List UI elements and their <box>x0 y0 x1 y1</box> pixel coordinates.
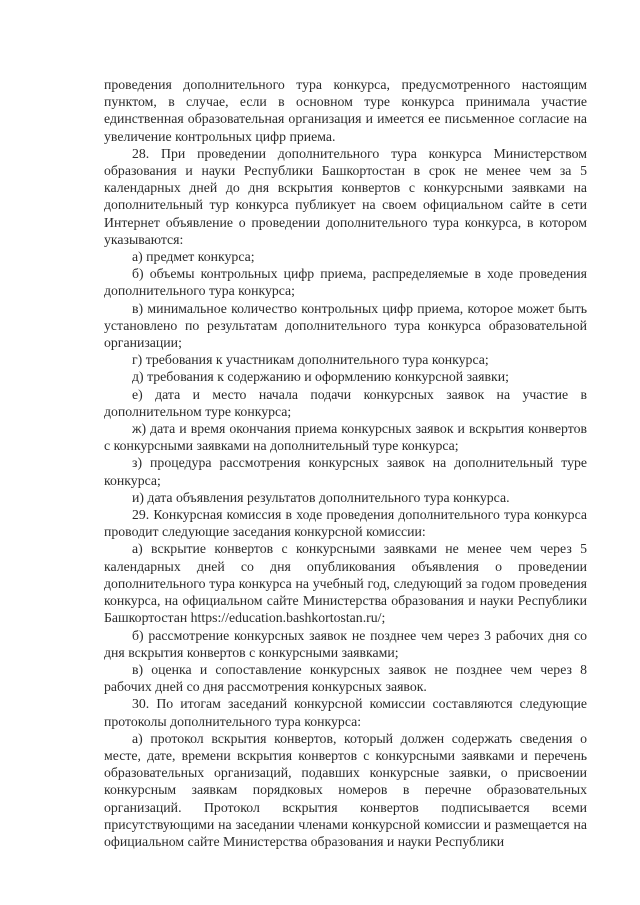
list-item-29-v: в) оценка и сопоставление конкурсных заявок не позднее чем через 8 рабочих дней со дня рассмотрения конкурсных заявок. <box>104 661 587 695</box>
list-item-v: в) минимальное количество контрольных цифр приема, которое может быть установлено по результатам дополнительного тура конкурса образовательной организации; <box>104 300 587 351</box>
list-item-i: и) дата объявления результатов дополнительного тура конкурса. <box>132 489 510 505</box>
list-item-29-a: а) вскрытие конвертов с конкурсными заявками не менее чем через 5 календарных дней со дня опубликования объявления о проведении дополнительного тура конкурса на учебный год, следующий за годом проведения конкурса, на официальном сайте Министерства образования и науки Республики Башкортостан https://education.bashkortostan.ru/; <box>104 541 587 626</box>
list-item-zh: ж) дата и время окончания приема конкурсных заявок и вскрытия конвертов с конкурсными заявками на дополнительный туре конкурса; <box>104 421 587 454</box>
list-item-d: д) требования к содержанию и оформлению конкурсной заявки; <box>132 369 509 385</box>
paragraph-28: 28. При проведении дополнительного тура конкурса Министерством образования и науки Республики Башкортостан в срок не менее чем за 5 календарных дней до дня вскрытия конвертов с конкурсными заявками на дополнительный тур конкурса публикует на своем официальном сайте в сети Интернет объявление о проведении дополнительного тура конкурса, в котором указываются: <box>104 145 587 247</box>
list-item-g: г) требования к участникам дополнительного тура конкурса; <box>132 352 489 368</box>
list-item-a: а) предмет конкурса; <box>132 249 255 265</box>
document-page <box>104 76 587 850</box>
list-item-e: е) дата и место начала подачи конкурсных заявок на участие в дополнительном туре конкурса; <box>104 386 587 419</box>
paragraph-30: 30. По итогам заседаний конкурсной комиссии составляются следующие протоколы дополнительного тура конкурса: <box>104 696 587 729</box>
paragraph-continuation: проведения дополнительного тура конкурса, предусмотренного настоящим пунктом, в случае, если в основном туре конкурса принимала участие единственная образовательная организация и имеется ее письменное согласие на увеличение контрольных цифр приема. <box>104 77 587 144</box>
list-item-30-a: а) протокол вскрытия конвертов, который должен содержать сведения о месте, дате, времени вскрытия конвертов с конкурсными заявками и перечень образовательных организаций, подавших конкурсные заявки, о присвоении конкурсным заявкам порядковых номеров в перечне образовательных организаций. Протокол вскрытия конвертов подписывается всеми присутствующими на заседании членами конкурсной комиссии и размещается на официальном сайте Министерства образования и науки Республики <box>104 730 587 849</box>
paragraph-29: 29. Конкурсная комиссия в ходе проведения дополнительного тура конкурса проводит следующие заседания конкурсной комиссии: <box>104 507 587 540</box>
list-item-b: б) объемы контрольных цифр приема, распределяемые в ходе проведения дополнительного тура конкурса; <box>104 266 587 299</box>
list-item-z: з) процедура рассмотрения конкурсных заявок на дополнительный туре конкурса; <box>104 455 587 488</box>
list-item-29-b: б) рассмотрение конкурсных заявок не позднее чем через 3 рабочих дня со дня вскрытия конвертов с конкурсными заявками; <box>104 627 587 660</box>
